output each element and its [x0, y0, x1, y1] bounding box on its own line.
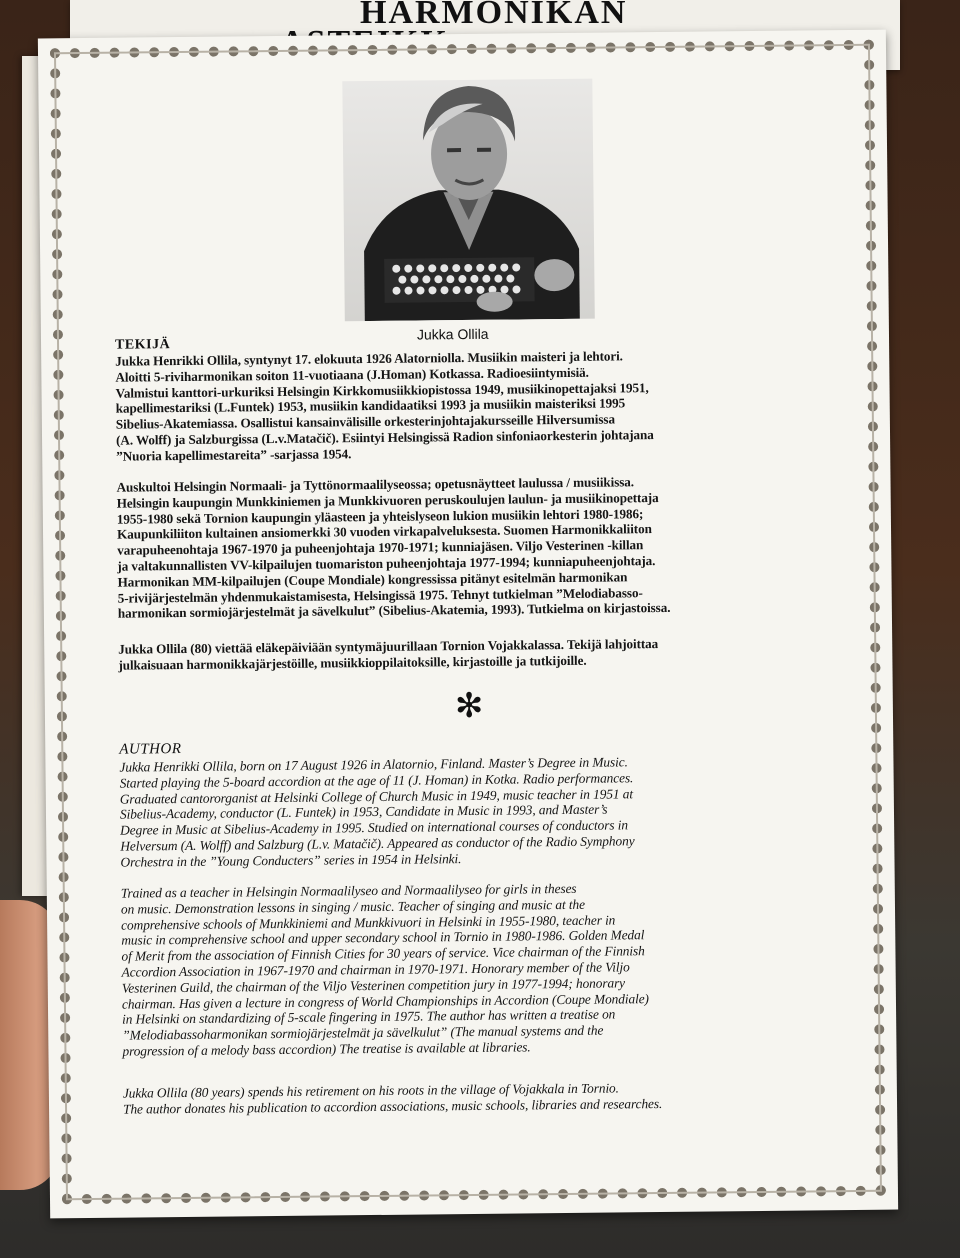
finnish-paragraph-2: Auskultoi Helsingin Normaali- ja Tyttönormaalilyseossa; opetusnäytteet laulussa / musiikissa. Helsingin kaupungin Munkkiniemen ja Munkkivuoren peruskoulujen laulun- ja musiikinopettaja 1955-1980 sekä Tornion kaupungin yläasteen ja yhteislyseon lukion musiikin lehtori 1980-1986; Kaupunkiliiton kultainen ansiomerkki 30 vuoden virkapalveluksesta. Suomen Harmonikkaliiton varapuheenohtaja 1967-1970 ja puheenjohtaja 1970-1971; kunniajäsen. Viljo Vesterinen -killan ja valtakunnallisten VV-kilpailujen tuomariston puheenjohtaja 1977-1994; kunniapuheenjohtaja. Harmonikan MM-kilpailujen (Coupe Mondiale) kongressissa pitänyt esitelmän harmonikan 5-rivijärjestelmän yhdenmukaistamisesta, Helsingissä 1975. Tehnyt tutkielman ”Melodiabasso- harmonikan sormiojärjestelmät ja sävelkulut” (Sibelius-Akatemia, 1993). Tutkielma on kirjastoissa. [116, 474, 671, 622]
finnish-paragraph-1: Jukka Henrikki Ollila, syntynyt 17. elokuuta 1926 Alatorniolla. Musiikin maisteri ja lehtori. Aloitti 5-riviharmonikan soiton 11-vuotiaana (J.Homan) Kotkassa. Radioesiintymisiä. Valmistui kanttori-urkuriksi Helsingin Kirkkomusiikkiopistossa 1949, musiikinopettajaksi 1951, kapellimestariksi (L.Funtek) 1953, musiikin kandidaatiksi 1993 ja musiikin maisteriksi 1995 Sibelius-Akatemiassa. Osallistui kansainvälisille orkesterinjohtajakursseille Hilversumissa (A. Wolff) ja Salzburgissa (L.v.Matačič). Esiintyi Helsingissä Radion sinfoniaorkesterin johtajana ”Nuoria kapellimestareita” -sarjassa 1954. [115, 348, 654, 464]
finnish-paragraph-3: Jukka Ollila (80) viettää eläkepäiviään syntymäjuurillaan Tornion Vojakkalassa. Tekijä lahjoittaa julkaisuaan harmonikkajärjestöille, musiikkioppilaitoksille, kirjastoille ja tutkijoille. [118, 636, 659, 673]
english-paragraph-1: Jukka Henrikki Ollila, born on 17 August 1926 in Alatornio, Finland. Master’s Degree in Music. Started playing the 5-board accordion at the age of 11 (J. Homan) in Kotka. Radio performances. Graduated cantororganist at Helsinki College of Church Music in 1949, music teacher in 1951 at Sibelius-Academy, conductor (L. Funtek) in 1953, Candidate in Music in 1993, and Master’s Degree in Music at Sibelius-Academy in 1995. Studied on international courses of conductors in Helversum (A. Wolff) and Salzburg (L.v. Matačič). Appeared as conductor of the Radio Symphony Orchestra in the ”Young Conducters” series in 1954 in Helsinki. [119, 754, 635, 870]
back-page-title-line1: HARMONIKAN [360, 0, 628, 31]
asterisk-divider-icon: ✻ [454, 685, 484, 727]
heading-finnish: TEKIJÄ [114, 337, 171, 353]
photo-caption: Jukka Ollila [416, 325, 489, 343]
document-page [38, 30, 898, 1219]
english-paragraph-2: Trained as a teacher in Helsingin Normaalilyseo and Normaalilyseo for girls in theses on music. Demonstration lessons in singing / music. Teacher of singing and music at the comprehensive schools of Munkkiniemi and Munkkivuori in Helsinki in 1955-1980, teacher in music in comprehensive school and upper secondary school in Tornio in 1980-1986. Golden Medal of Merit from the association of Finnish Cities for 30 years of service. Vice chairman of the Finnish Accordion Association in 1967-1970 and chairman in 1970-1971. Honorary member of the Viljo Vesterinen Guild, the chairman of the Viljo Vesterinen competition jury in 1977-1994; honorary chairman. Has given a lecture in congress of World Championships in Accordion (Coupe Mondiale) in Helsinki on standardizing of 5-scale fingering in 1975. The author has written a treatise on ”Melodiabassoharmonikan sormiojärjestelmät ja sävelkulut” (The manual systems and the progression of a melody bass accordion) The treatise is available at libraries. [120, 880, 649, 1059]
author-photo [342, 79, 594, 322]
author-portrait-image [342, 79, 594, 322]
heading-english: AUTHOR [119, 741, 182, 758]
english-paragraph-3: Jukka Ollila (80 years) spends his retirement on his roots in the village of Vojakkala in Tornio. The author donates his publication to accordion associations, music schools, libraries and researches. [122, 1080, 663, 1117]
